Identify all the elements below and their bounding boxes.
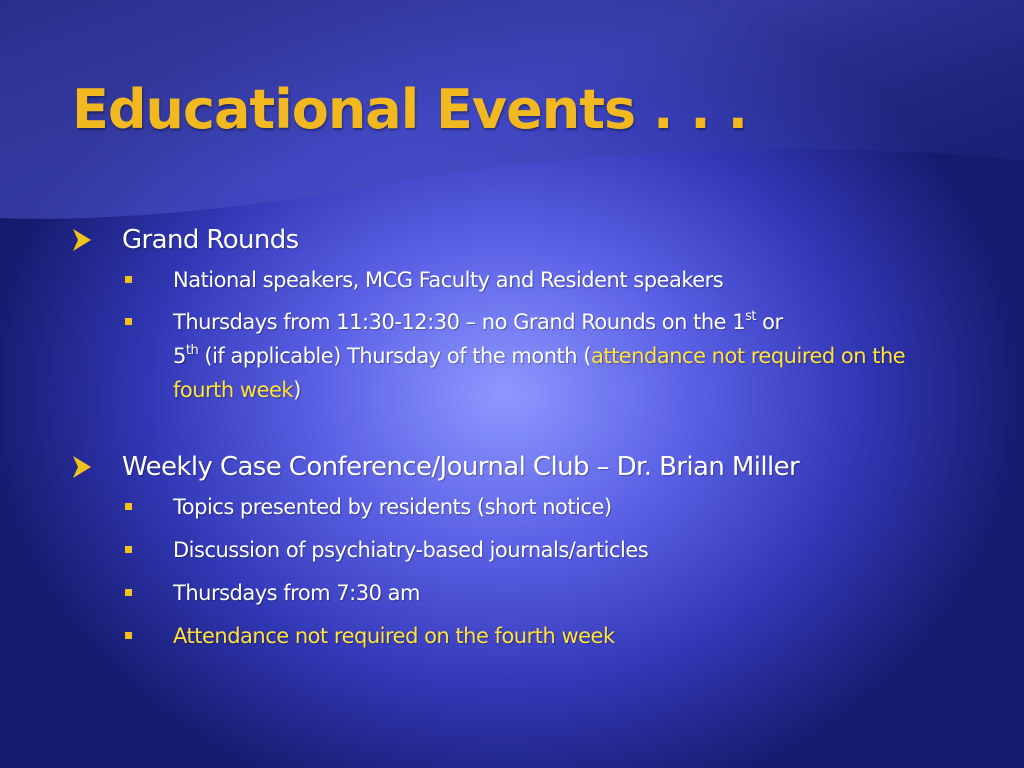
section-heading: Grand Rounds <box>122 225 299 255</box>
sub-bullet-text: (if applicable) Thursday of the month ( <box>198 344 591 368</box>
ordinal-suffix: st <box>745 309 756 324</box>
square-bullet-icon <box>125 632 132 639</box>
sub-bullet-text: or <box>755 310 783 334</box>
arrowhead-icon <box>72 229 92 251</box>
section-heading: Weekly Case Conference/Journal Club – Dr. Brian Miller <box>122 452 800 482</box>
sub-bullet <box>72 305 972 407</box>
sub-bullet <box>72 533 972 567</box>
square-bullet-icon <box>125 589 132 596</box>
square-bullet-icon <box>125 276 132 283</box>
sub-bullet-text: Thursdays from 7:30 am <box>173 581 420 605</box>
slide-body <box>72 222 972 653</box>
highlighted-text: Attendance not required on the fourth week <box>173 624 615 648</box>
bullet-case-conference <box>72 449 972 485</box>
ordinal-suffix: th <box>185 343 199 358</box>
sub-bullet-text: Thursdays from 11:30-12:30 – no Grand Rounds on the 1 <box>173 310 746 334</box>
sub-bullet <box>72 619 972 653</box>
slide-title: Educational Events . . . <box>72 78 748 141</box>
sub-bullet-text: Discussion of psychiatry-based journals/articles <box>173 538 649 562</box>
sub-bullet <box>72 263 972 297</box>
highlighted-text: attendance not required on the fourth week <box>173 344 906 402</box>
sub-bullet <box>72 490 972 524</box>
arrowhead-icon <box>72 456 92 478</box>
sub-bullet-text: National speakers, MCG Faculty and Resident speakers <box>173 268 724 292</box>
sub-bullet-text: Topics presented by residents (short notice) <box>173 495 612 519</box>
sub-bullet-text: ) <box>293 378 301 402</box>
square-bullet-icon <box>125 546 132 553</box>
square-bullet-icon <box>125 318 132 325</box>
sub-bullet-text: 5 <box>173 344 186 368</box>
square-bullet-icon <box>125 503 132 510</box>
sub-bullet <box>72 576 972 610</box>
bullet-grand-rounds <box>72 222 972 258</box>
